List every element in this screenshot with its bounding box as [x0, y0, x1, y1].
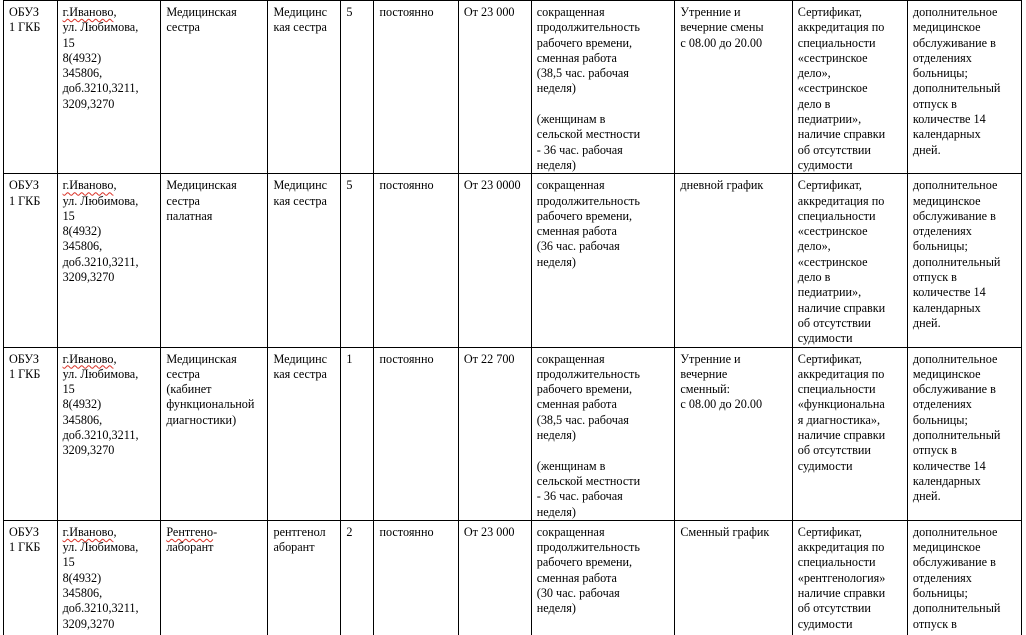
- address-rest: , ул. Любимова, 15 8(4932) 345806, доб.3210,3211, 3209,3270: [62, 178, 139, 285]
- address-cell: [57, 347, 161, 520]
- position-cell: Медицинская сестра палатная: [161, 174, 268, 347]
- address-city: г.Иваново: [62, 351, 114, 366]
- address-rest: , ул. Любимова, 15 8(4932) 345806, доб.3210,3211, 3209,3270: [62, 524, 139, 631]
- address-city: г.Иваново: [62, 524, 114, 539]
- employment-cell: постоянно: [374, 174, 458, 347]
- employment-cell: постоянно: [374, 1, 458, 174]
- schedule-cell: Утренние и вечерние сменный: с 08.00 до 20.00: [675, 347, 792, 520]
- benefits-cell: дополнительное медицинское обслуживание в отделениях больницы; дополнительный отпуск в: [907, 520, 1021, 635]
- address-cell: [57, 1, 161, 174]
- salary-cell: От 22 700: [458, 347, 531, 520]
- count-cell: 2: [341, 520, 374, 635]
- salary-cell: От 23 0000: [458, 174, 531, 347]
- specialty-cell: рентгенол аборант: [268, 520, 341, 635]
- table-row: [4, 1, 1022, 174]
- position-cell: [161, 520, 268, 635]
- position-cell: Медицинская сестра: [161, 1, 268, 174]
- address-rest: , ул. Любимова, 15 8(4932) 345806, доб.3210,3211, 3209,3270: [62, 351, 139, 458]
- specialty-cell: Медицинс кая сестра: [268, 1, 341, 174]
- count-cell: 5: [341, 174, 374, 347]
- org-cell: ОБУЗ 1 ГКБ: [4, 347, 58, 520]
- count-cell: 1: [341, 347, 374, 520]
- employment-cell: постоянно: [374, 520, 458, 635]
- requirements-cell: Сертификат, аккредитация по специальности «сестринское дело», «сестринское дело в педиатрии», наличие справки об отсутствии судимости: [792, 174, 907, 347]
- salary-cell: От 23 000: [458, 520, 531, 635]
- conditions-cell: сокращенная продолжительность рабочего времени, сменная работа (38,5 час. рабочая неделя) (женщинам в сельской местности - 36 час. рабочая неделя): [531, 1, 675, 174]
- conditions-cell: сокращенная продолжительность рабочего времени, сменная работа (38,5 час. рабочая неделя) (женщинам в сельской местности - 36 час. рабочая неделя): [531, 347, 675, 520]
- benefits-cell: дополнительное медицинское обслуживание в отделениях больницы; дополнительный отпуск в количестве 14 календарных дней.: [907, 174, 1021, 347]
- benefits-cell: дополнительное медицинское обслуживание в отделениях больницы; дополнительный отпуск в количестве 14 календарных дней.: [907, 1, 1021, 174]
- requirements-cell: Сертификат, аккредитация по специальности «функциональна я диагностика», наличие справки об отсутствии судимости: [792, 347, 907, 520]
- conditions-cell: сокращенная продолжительность рабочего времени, сменная работа (30 час. рабочая неделя): [531, 520, 675, 635]
- count-cell: 5: [341, 1, 374, 174]
- org-cell: ОБУЗ 1 ГКБ: [4, 174, 58, 347]
- schedule-cell: дневной график: [675, 174, 792, 347]
- address-cell: [57, 174, 161, 347]
- employment-cell: постоянно: [374, 347, 458, 520]
- table-row: [4, 174, 1022, 347]
- table-row: [4, 347, 1022, 520]
- conditions-cell: сокращенная продолжительность рабочего времени, сменная работа (36 час. рабочая неделя): [531, 174, 675, 347]
- requirements-cell: Сертификат, аккредитация по специальности «рентгенология» наличие справки об отсутствии судимости: [792, 520, 907, 635]
- salary-cell: От 23 000: [458, 1, 531, 174]
- vacancies-table: [3, 0, 1022, 635]
- benefits-cell: дополнительное медицинское обслуживание в отделениях больницы; дополнительный отпуск в количестве 14 календарных дней.: [907, 347, 1021, 520]
- org-cell: ОБУЗ 1 ГКБ: [4, 520, 58, 635]
- schedule-cell: Сменный график: [675, 520, 792, 635]
- table-row: [4, 520, 1022, 635]
- position-flagged-word: Рентгено: [166, 524, 214, 539]
- specialty-cell: Медицинс кая сестра: [268, 347, 341, 520]
- requirements-cell: Сертификат, аккредитация по специальности «сестринское дело», «сестринское дело в педиатрии», наличие справки об отсутствии судимости: [792, 1, 907, 174]
- address-cell: [57, 520, 161, 635]
- address-rest: , ул. Любимова, 15 8(4932) 345806, доб.3210,3211, 3209,3270: [62, 5, 139, 111]
- specialty-cell: Медицинс кая сестра: [268, 174, 341, 347]
- schedule-cell: Утренние и вечерние смены с 08.00 до 20.00: [675, 1, 792, 174]
- position-rest: - лаборант: [166, 524, 218, 555]
- position-cell: Медицинская сестра (кабинет функциональной диагностики): [161, 347, 268, 520]
- address-city: г.Иваново: [62, 5, 114, 19]
- org-cell: ОБУЗ 1 ГКБ: [4, 1, 58, 174]
- address-city: г.Иваново: [62, 178, 114, 193]
